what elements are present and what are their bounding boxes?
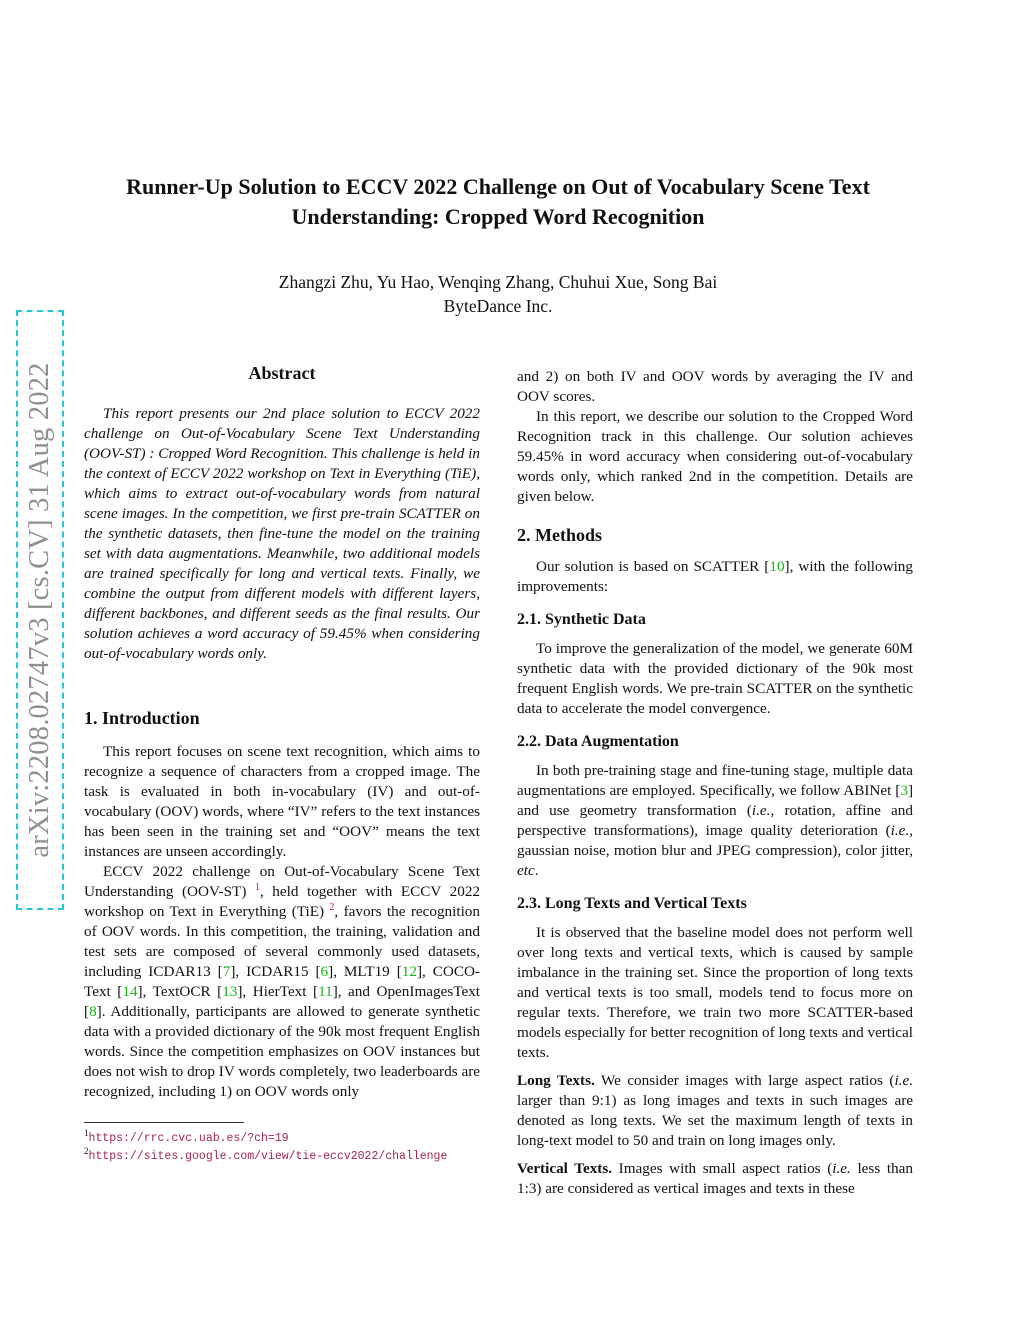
citation-link[interactable]: 7 bbox=[222, 963, 231, 980]
vertical-texts-label: Vertical Texts. bbox=[517, 1160, 613, 1177]
footnote-ref-1[interactable]: 1 bbox=[254, 881, 260, 893]
footnote-2: $^2$https://sites.google.com/view/tie-eccv2022/challenge bbox=[84, 1145, 448, 1163]
footnote-url-link[interactable]: https://sites.google.com/view/tie-eccv2022/challenge bbox=[88, 1149, 448, 1163]
intro-heading: 1. Introduction bbox=[84, 708, 200, 728]
footnote-rule bbox=[84, 1122, 244, 1123]
long-texts-label: Long Texts. bbox=[517, 1072, 595, 1089]
footnote-url-link[interactable]: https://rrc.cvc.uab.es/?ch=19 bbox=[88, 1131, 289, 1145]
vertical-texts-paragraph: Vertical Texts. Images with small aspect ratios (i.e. less than 1:3) are considered as vertical images and texts in these bbox=[517, 1160, 913, 1197]
paper-title bbox=[60, 172, 936, 232]
section-2-3-paragraph: It is observed that the baseline model does not perform well over long texts and vertical texts, which is caused by sample imbalance in the training set. Since the proportion of long texts and vertical texts is too small, models tend to focus more on regular texts. Therefore, we train two more SCATTER-based models especially for better recognition of long texts and vertical texts. bbox=[517, 924, 914, 1061]
abstract-heading: Abstract bbox=[248, 363, 316, 383]
footnote-ref-2[interactable]: 2 bbox=[329, 901, 335, 913]
citation-link[interactable]: 13 bbox=[222, 983, 238, 1000]
long-texts-paragraph: Long Texts. We consider images with large aspect ratios (i.e. larger than 9:1) as long images and texts in such images are denoted as long texts. We set the maximum length of texts in long-text model to 50 and train on long images only. bbox=[517, 1072, 913, 1149]
methods-heading: 2. Methods bbox=[517, 525, 602, 545]
right-column bbox=[517, 367, 913, 1199]
report-paragraph: In this report, we describe our solution to the Cropped Word Recognition track in this challenge. Our solution achieves 59.45% in word accuracy when considering out-of-vocabulary words only, which ranked 2nd in the competition. Details are given below. bbox=[517, 408, 913, 505]
arxiv-stamp bbox=[16, 310, 64, 910]
affiliation: ByteDance Inc. bbox=[443, 296, 553, 316]
citation-link[interactable]: 14 bbox=[122, 983, 138, 1000]
title-line-2: Understanding: Cropped Word Recognition bbox=[291, 204, 705, 229]
intro-paragraph-1: This report focuses on scene text recognition, which aims to recognize a sequence of characters from a cropped image. The task is evaluated in both in-vocabulary (IV) and out-of-vocabulary (OOV) words, where “IV” refers to the text instances has been seen in the training set and “OOV” means the text instances are unseen accordingly. bbox=[84, 743, 480, 860]
author-block bbox=[60, 270, 936, 318]
arxiv-identifier: arXiv:2208.02747v3 [cs.CV] 31 Aug 2022 bbox=[24, 362, 55, 858]
abstract-text: This report presents our 2nd place solution to ECCV 2022 challenge on Out-of-Vocabulary Scene Text Understanding (OOV-ST) : Cropped Word Recognition. This challenge is held in the context of ECCV 2022 workshop on Text in Everything (TiE), which aims to extract out-of-vocabulary words from natural scene images. In the competition, we first pre-train SCATTER on the synthetic datasets, then fine-tune the model on the training set with data augmentations. Meanwhile, two additional models are trained specifically for long and vertical texts. Finally, we combine the output from different models with different layers, different backbones, and different seeds as the final results. Our solution achieves a word accuracy of 59.45% when considering out-of-vocabulary words only. bbox=[84, 405, 480, 662]
citation-link[interactable]: 12 bbox=[401, 963, 417, 980]
section-2-2-heading: 2.2. Data Augmentation bbox=[517, 733, 679, 750]
intro-paragraph-2: ECCV 2022 challenge on Out-of-Vocabulary Scene Text Understanding (OOV-ST) $^1$, held together with ECCV 2022 workshop on Text in Everything (TiE) $^2$, favors the recognition of OOV words. In this competition, the training, validation and test sets are composed of several commonly used datasets, including ICDAR13 [7], ICDAR15 [6], MLT19 [12], COCO-Text [14], TextOCR [13], HierText [11], and OpenImagesText [8]. Additionally, participants are allowed to generate synthetic data with a provided dictionary of the 90k most frequent English words. Since the competition emphasizes on OOV instances but does not wish to drop IV words completely, two leaderboards are recognized, including 1) on OOV words only bbox=[84, 863, 481, 1100]
section-2-1-heading: 2.1. Synthetic Data bbox=[517, 611, 646, 628]
citation-link[interactable]: 8 bbox=[89, 1003, 97, 1020]
citation-link[interactable]: 6 bbox=[320, 963, 329, 980]
citation-link[interactable]: 11 bbox=[318, 983, 333, 1000]
title-line-1: Runner-Up Solution to ECCV 2022 Challenge on Out of Vocabulary Scene Text bbox=[126, 174, 870, 199]
citation-link[interactable]: 10 bbox=[769, 558, 785, 575]
leaderboard-continuation: and 2) on both IV and OOV words by averaging the IV and OOV scores. bbox=[517, 368, 913, 405]
left-column bbox=[84, 360, 480, 1163]
section-2-3-heading: 2.3. Long Texts and Vertical Texts bbox=[517, 895, 747, 912]
author-list: Zhangzi Zhu, Yu Hao, Wenqing Zhang, Chuhui Xue, Song Bai bbox=[278, 272, 718, 292]
footnote-1: $^1$https://rrc.cvc.uab.es/?ch=19 bbox=[84, 1128, 289, 1145]
section-2-2-paragraph: In both pre-training stage and fine-tuning stage, multiple data augmentations are employed. Specifically, we follow ABINet [3] and use geometry transformation (i.e., rotation, affine and perspective transformations), image quality deterioration (i.e., gaussian noise, motion blur and JPEG compression), color jitter, etc. bbox=[517, 762, 913, 879]
citation-link[interactable]: 3 bbox=[900, 782, 908, 799]
section-2-1-paragraph: To improve the generalization of the model, we generate 60M synthetic data with the provided dictionary of the 90k most frequent English words. We pre-train SCATTER on the synthetic data to accelerate the model convergence. bbox=[517, 640, 913, 717]
methods-paragraph: Our solution is based on SCATTER [10], with the following improvements: bbox=[517, 558, 913, 595]
